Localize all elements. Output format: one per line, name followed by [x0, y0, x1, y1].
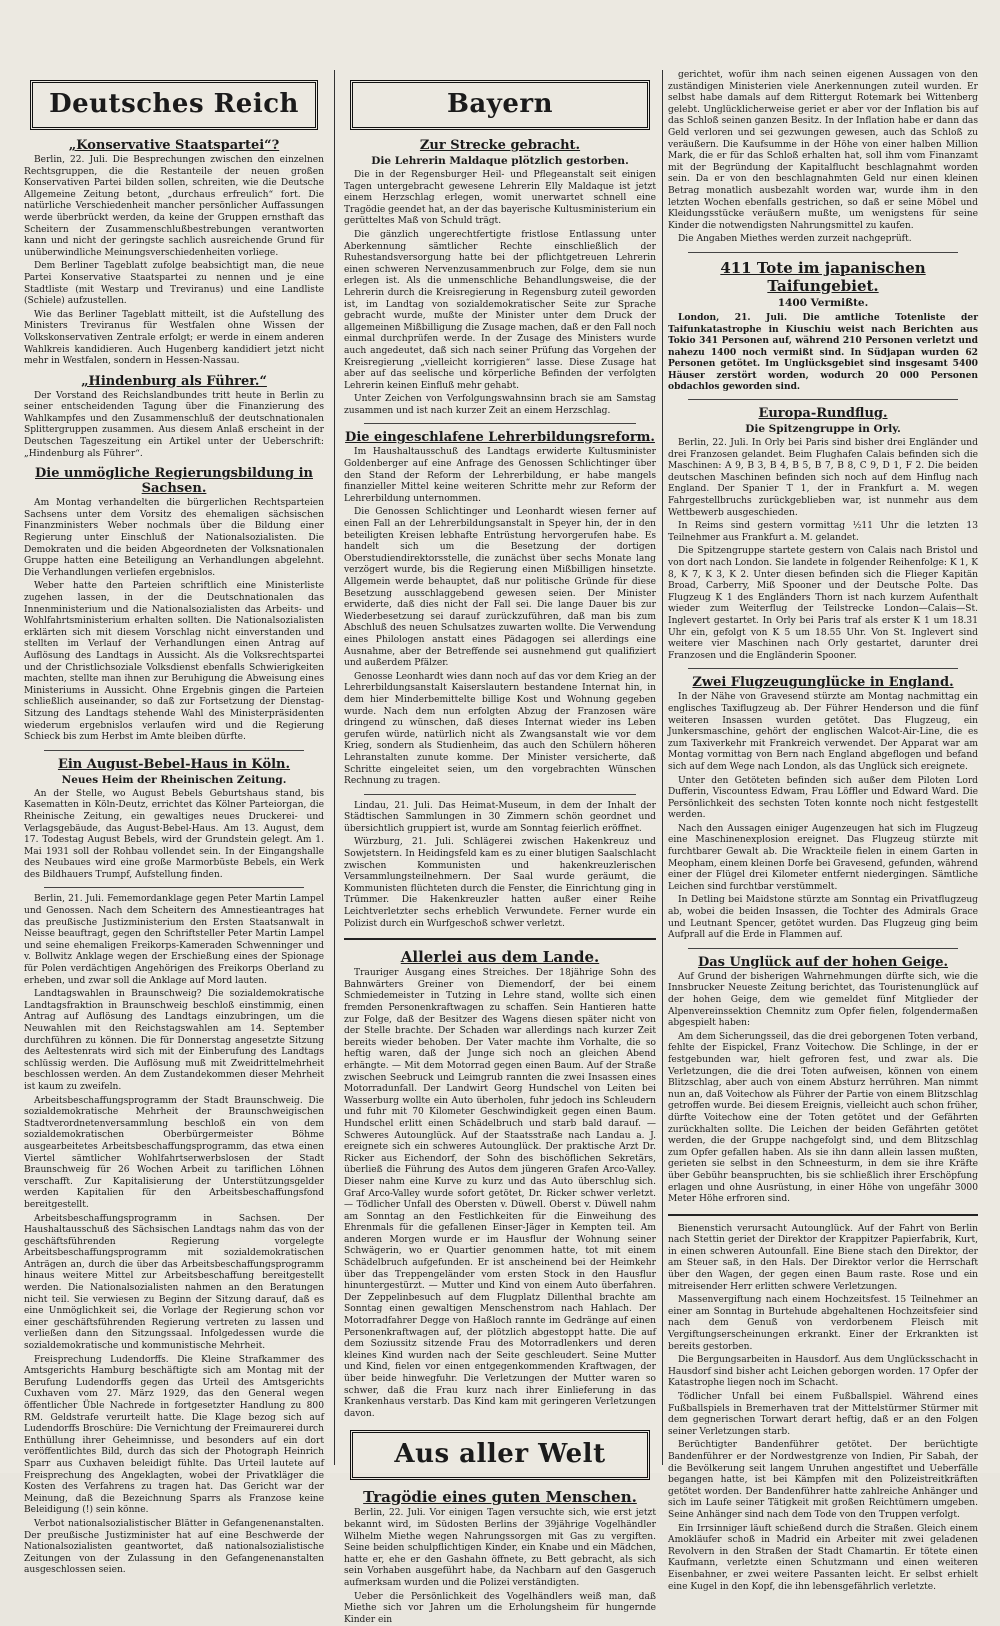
article-subheading: Die Lehrerin Maldaque plötzlich gestorben. — [371, 155, 629, 167]
column-1 — [24, 70, 324, 1576]
article-paragraph: Berüchtigter Bandenführer getötet. Der berüchtigte Bandenführer er der Nordwestgrenze von Indien, Pir Sabah, der die Bevölkerung seit langem Unruhen angestiftet und Ueberfälle begangen hatte, ist bei Kämpfen mit den Polizeistreitkräften getötet worden. Der Bandenführer hatte zahlreiche Anhänger und sich im Laufe seiner Tätigkeit mit großen Reichtümern umgeben. Seine Anhänger sind nach dem Tode von den Truppen verfolgt. — [668, 1440, 978, 1520]
divider — [688, 252, 958, 253]
divider — [44, 887, 304, 888]
section-title-deutsches-reich: Deutsches Reich — [30, 80, 318, 130]
divider — [668, 1214, 978, 1216]
article-paragraph: Ein Irrsinniger läuft schießend durch die Straßen. Gleich einem Amokläufer schoß in Madrid ein Arbeiter mit zwei geladenen Revolvern in den Straßen der Stadt Chamartin. Er tötete einen Kaufmann, verletzte einen Schutzmann und einen weiteren Eisenbahner, er zwei weitere Passanten leicht. Er selbst erhielt eine Kugel in den Kopf, die ihn lebensgefährlich verletzte. — [668, 1523, 978, 1592]
article-heading: „Hindenburg als Führer.“ — [81, 373, 267, 389]
section-title-allerlei: Allerlei aus dem Lande. — [400, 948, 600, 967]
article-paragraph: Freisprechung Ludendorffs. Die Kleine Strafkammer des Amtsgerichts Hamburg beschäftigte sich am Montag mit der Berufung Ludendorffs gegen das Urteil des Amtsgerichts Cuxhaven vom 27. März 1929, das den General wegen öffentlicher Üble Nachrede in fortgesetzter Handlung zu 800 RM. Geldstrafe verurteilt hatte. Die Klage bezog sich auf Ludendorffs Broschüre: Die Vernichtung der Freimaurerei durch Enthüllung ihrer Geheimnisse, und besonders auf ein dort veröffentlichtes Bild, durch das sich der Photograph Heinrich Sparr aus Cuxhaven beleidigt fühlte. Das Urteil lautete auf Freisprechung des Angeklagten, wobei der Privatkläger die Kosten des Verfahrens zu tragen hat. Das Gericht war der Meinung, daß die Bezeichnung Sparrs als Franzose keine Beleidigung (!) sein könne. — [24, 1354, 324, 1516]
article-paragraph: Auf Grund der bisherigen Wahrnehmungen dürfte sich, wie die Innsbrucker Neueste Zeitung berichtet, das Touristenunglück auf der hohen Geige, dem wie gemeldet fünf Mitglieder der Alpenvereinssektion Chemnitz zum Opfer fielen, folgendermaßen abgespielt haben: — [668, 971, 978, 1029]
divider — [688, 948, 958, 949]
article-paragraph: London, 21. Juli. Die amtliche Totenliste der Taifunkatastrophe in Kiuschiu weist nach Berichten aus Tokio 341 Personen auf, während 210 Personen verletzt und nahezu 1400 noch vermißt sind. In Südjapan wurden 62 Personen getötet. Im Unglücksgebiet sind insgesamt 5400 Häuser zerstört worden, wodurch 20 000 Personen obdachlos geworden sind. — [668, 311, 978, 393]
divider — [364, 423, 636, 424]
article-heading: Die unmögliche Regierungsbildung in Sachsen. — [35, 466, 313, 497]
article-heading: Tragödie eines guten Menschen. — [363, 1488, 637, 1507]
column-rule — [334, 70, 335, 1465]
article-paragraph: Die Spitzengruppe startete gestern von Calais nach Bristol und von dort nach London. Sie landete in folgender Reihenfolge: K 1, K 8, K 7, K 3, K 2. Unter diesen befinden sich die Flieger Kapitän Broad, Carberry, Miß Spooner und der Deutsche Polte. Das Flugzeug K 1 des Engländers Thorn ist nach kurzem Aufenthalt wieder zum Weiterflug der Teilstrecke London—Calais—St. Inglevert gestartet. In Orly bei Paris traf als erster K 1 um 18.31 Uhr ein, gefolgt von K 5 um 18.55 Uhr. Von St. Inglevert sind weitere vier Maschinen nach Orly gestartet, darunter drei Franzosen und die Engländerin Spooner. — [668, 546, 978, 661]
article-heading: Zwei Flugzeugunglücke in England. — [692, 675, 954, 691]
article-paragraph: Die Angaben Miethes werden zurzeit nachgeprüft. — [678, 234, 912, 245]
article-heading: Zur Strecke gebracht. — [419, 138, 581, 153]
article-paragraph: Im Haushaltausschuß des Landtags erwiderte Kultusminister Goldenberger auf eine Anfrage des Genossen Schlichtinger über den Stand der Reform der Lehrerbildung, er habe mangels finanzieller Mittel keine weiteren Schritte mehr zur Reform der Lehrerbildung unternommen. — [344, 447, 656, 504]
article-paragraph: In Reims sind gestern vormittag ½11 Uhr die letzten 13 Teilnehmer aus Frankfurt a. M. gelandet. — [668, 521, 978, 543]
section-title-bayern: Bayern — [350, 80, 650, 130]
article-paragraph: Am dem Sicherungsseil, das die drei geborgenen Toten verband, fehlte der Eispickel, Franz Voitechow. Die Schlinge, in der er festgebunden war, hielt gefroren fest, und zwar als. Die Verletzungen, die die drei Toten aufweisen, können von einem Blitzschlag, aber auch von einem Absturz herrühren. Man nimmt nun an, daß Voitechow als Führer der Partie von einem Blitzschlag getroffen wurde. Bei diesem Ereignis, vielleicht auch schon früher, dürfte Voitechow eine der Toten getötet und der Gefährten zurückhalten sollte. Die Leichen der beiden Gefährten getötet werden, die der Gruppe nachgefolgt sind, und dem Blitzschlag zum Opfer gefallen haben. Als sie ihn dann allein lassen mußten, gerieten sie selbst in den Schneesturm, in dem sie ihre Kräfte über Gebühr beanspruchten, bis sie schließlich ihrer Erschöpfung erlagen und ohne Ausrüstung, in einer Höhe von ungefähr 3000 Meter Höhe erfroren sind. — [668, 1031, 978, 1205]
divider — [44, 750, 304, 751]
article-paragraph: Massenvergiftung nach einem Hochzeitsfest. 15 Teilnehmer an einer am Sonntag in Burtehude abgehaltenen Hochzeitsfeier sind nach dem Genuß von verdorbenem Fleisch mit Vergiftungserscheinungen erkrankt. Einer der Erkrankten ist bereits gestorben. — [668, 1295, 978, 1352]
column-2 — [344, 70, 656, 1625]
article-paragraph: Berlin, 22. Juli. Die Besprechungen zwischen den einzelnen Rechtsgruppen, die die Restanteile der neuen großen Konservativen Partei bilden sollen, schreiten, wie die Deutsche Allgemeine Zeitung betont, „durchaus erfreulich“ fort. Die natürliche Verschiedenheit mancher persönlicher Auffassungen werde überbrückt werden, da keine der Gruppen ernsthaft das Scheitern der Zusammenschlußbestrebungen verantworten kann und nicht der geringste sachlich ausreichende Grund für unüberwindliche Meinungsverschiedenheiten vorliege. — [24, 155, 324, 258]
divider — [364, 794, 636, 795]
article-paragraph: Bienenstich verursacht Autounglück. Auf der Fahrt von Berlin nach Stettin geriet der Direktor der Krappitzer Papierfabrik, Kurt, in einen schweren Autounfall. Eine Biene stach den Direktor, der am Steuer saß, in den Hals. Der Direktor verlor die Herrschaft über den Wagen, der gegen einen Baum raste. Rose und ein mitreisender Herr erlitten schwere Verletzungen. — [668, 1223, 978, 1292]
article-heading: „Konservative Staatspartei“? — [68, 138, 280, 153]
article-paragraph: Würzburg, 21. Juli. Schlägerei zwischen Hakenkreuz und Sowjetstern. In Heidingsfeld kam es zu einer blutigen Saalschlacht zwischen Kommunisten und hakenkreuzlerischen Versammlungsteilnehmern. Der Saal wurde geräumt, die Kommunisten flüchteten durch die Fenster, die Einrichtung ging in Trümmer. Die Hakenkreuzler hatten außer einer Reihe Leichtverletzter sechs erheblich Verwundete. Ferner wurde ein Polizist durch ein Wurfgeschoß schwer verletzt. — [344, 837, 656, 929]
article-paragraph: In Detling bei Maidstone stürzte am Sonntag ein Privatflugzeug ab, wobei die beiden Insassen, die Tochter des Admirals Grace und Leutnant Spencer, getötet wurden. Das Flugzeug ging beim Aufprall auf die Erde in Flammen auf. — [668, 895, 978, 941]
article-paragraph: Berlin, 22. Juli. Vor einigen Tagen versuchte sich, wie erst jetzt bekannt wird, im Südosten Berlins der 39jährige Vogelhändler Wilhelm Miethe wegen Nahrungssorgen mit Gas zu vergiften. Seine beiden schulpflichtigen Kinder, ein Knabe und ein Mädchen, hatte er, ehe er den Gashahn öffnete, zu Bett gebracht, als sich sein Vorhaben ausgeführt habe, da Nachbarn auf den Gasgeruch aufmerksam wurden und die Polizei verständigten. — [344, 1508, 656, 1588]
article-paragraph: Genosse Leonhardt wies dann noch auf das vor dem Krieg an der Lehrerbildungsanstalt Kaiserslautern bestandene Internat hin, in dem hier Minderbemittelte billige Kost und Wohnung gegeben wurde. Nach dem nun erfolgten Abzug der Franzosen wäre dringend zu wünschen, daß dieses Internat wieder ins Leben gerufen würde, natürlich nicht als Zwangsanstalt wie vor dem Krieg, sondern als Studienheim, das auch den Schülern höheren Lehranstalten zunute komme. Der Minister versicherte, daß Schritte eingeleitet seien, um den vorgebrachten Wünschen Rechnung zu tragen. — [344, 671, 656, 787]
article-heading: Die eingeschlafene Lehrerbildungsreform. — [345, 430, 655, 446]
article-paragraph: Berlin, 22. Juli. In Orly bei Paris sind bisher drei Engländer und drei Franzosen gelandet. Beim Flughafen Calais befinden sich die Maschinen: A 9, B 3, B 4, B 5, B 7, B 8, C 9, D 1, F 2. Die beiden deutschen Maschinen befinden sich noch auf dem Hinflug nach England. Der Spanier T 1, der in Frankfurt a. M. wegen Fahrgestellbruchs zurückgeblieben war, ist nunmehr aus dem Wettbewerb ausgeschieden. — [668, 438, 978, 518]
article-paragraph: Am Montag verhandelten die bürgerlichen Rechtsparteien Sachsens unter dem Vorsitz des ehemaligen sächsischen Finanzministers Weber nochmals über die Bildung einer Regierung unter Einschluß der Nationalsozialisten. Die Demokraten und die beiden Abgeordneten der Volksnationalen Gruppe hatten eine Beteiligung an Verhandlungen abgelehnt. Die Verhandlungen verliefen ergebnislos. — [24, 498, 324, 578]
article-paragraph: Die in der Regensburger Heil- und Pflegeanstalt seit einigen Tagen untergebracht gewesene Lehrerin Elly Maldaque ist jetzt einem Herzschlag erlegen, womit unerwartet schnell eine Tragödie geendet hat, an der das bayerische Kultusministerium ein gerütteltes Maß von Schuld trägt. — [344, 170, 656, 227]
article-heading: Europa-Rundflug. — [758, 406, 888, 422]
section-title-aus-aller-welt: Aus aller Welt — [350, 1430, 650, 1480]
article-heading: 411 Tote im japanischen Taifungebiet. — [720, 258, 926, 295]
article-paragraph: Arbeitsbeschaffungsprogramm der Stadt Braunschweig. Die sozialdemokratische Mehrheit der Braunschweigischen Stadtverordnetenversammlung beschloß ein von dem sozialdemokratischen Oberbürgermeister Böhme ausgearbeitetes Arbeitsbeschaffungsprogramm, das etwa einen Viertel sämtlicher Wohlfahrtserwerbslosen der Stadt Braunschweig für 26 Wochen Arbeit zu tariflichen Löhnen verschafft. Zur Kapitalisierung der Unterstützungsgelder werden Kapitalien für den Arbeitsbeschaffungsfond bereitgestellt. — [24, 1095, 324, 1210]
article-paragraph: In der Nähe von Gravesend stürzte am Montag nachmittag ein englisches Taxiflugzeug ab. Der Führer Henderson und die fünf weiteren Insassen wurden getötet. Das Flugzeug, ein Junkersmaschine, gehört der englischen Walcot-Air-Line, die es zum Taxiverkehr mit Frankreich verwendet. Der Apparat war am Montag vormittag von Bern nach England abgeflogen und befand sich auf dem Wege nach London, als das Unglück sich ereignete. — [668, 692, 978, 772]
article-paragraph: Nach den Aussagen einiger Augenzeugen hat sich im Flugzeug eine Maschinenexplosion ereignet. Das Flugzeug stürzte mit furchtbarer Gewalt ab. Die Wrackteile fielen in einem Garten in Meopham, einem kleinen Dorfe bei Gravesend, gefunden, während einer der Flügel drei Kilometer entfernt niedergingen. Sämtliche Leichen sind furchtbar verstümmelt. — [668, 823, 978, 892]
divider — [344, 938, 656, 940]
article-heading: Ein August-Bebel-Haus in Köln. — [57, 756, 291, 772]
article-paragraph: Verbot nationalsozialistischer Blätter in Gefangenenanstalten. Der preußische Justizminister hat auf eine Beschwerde der Nationalsozialisten geantwortet, daß nationalsozialistische Zeitungen von der Zulassung in den Gefangenenanstalten ausgeschlossen seien. — [24, 1518, 324, 1576]
article-heading: Das Unglück auf der hohen Geige. — [697, 954, 948, 970]
article-paragraph: Berlin, 21. Juli. Fememordanklage gegen Peter Martin Lampel und Genossen. Nach dem Scheitern des Amnestieantrages hat das preußische Justizministerium den Ersten Staatsanwalt in Neisse beauftragt, gegen den Schriftsteller Peter Martin Lampel und seine ehemaligen Freikorps-Kameraden Schwenninger und v. Bollwitz Anklage wegen der Erschießung eines der Spionage für Polen verdächtigen Angehörigen des Freikorps Oberland zu erheben, und zwar soll die Anklage auf Mord lauten. — [24, 894, 324, 986]
divider — [688, 668, 958, 669]
article-subheading: Neues Heim der Rheinischen Zeitung. — [61, 773, 287, 786]
article-paragraph: Die gänzlich ungerechtfertigte fristlose Entlassung unter Aberkennung sämtlicher Rechte einschließlich der Ruhestandsversorgung hatte bei der pflichtgetreuen Lehrerin einen schweren Nervenzusammenbruch zur Folge, dem sie nun erlegen ist. Als die unmenschliche Behandlungsweise, die der Lehrerin durch die Kreisregierung in Regensburg zuteil geworden ist, im Landtag von sozialdemokratischer Seite zur Sprache gebracht wurde, mußte der Minister unter dem Druck der allgemeinen Mißbilligung die Zusage machen, daß er den Fall noch einmal durchprüfen werde. In der Zusage des Ministers wurde auch angedeutet, daß sich nach seiner Prüfung das Vorgehen der Kreisregierung „vielleicht korrigieren“ lasse. Diese Zusage hat aber auf das seelische und körperliche Befinden der verfolgten Lehrerin keinen Einfluß mehr gehabt. — [344, 229, 656, 391]
article-paragraph: Lindau, 21. Juli. Das Heimat-Museum, in dem der Inhalt der Städtischen Sammlungen in 30 Zimmern schön geordnet und übersichtlich gruppiert ist, wurde am Sonntag feierlich eröffnet. — [344, 800, 656, 834]
article-paragraph: Unter den Getöteten befinden sich außer dem Piloten Lord Dufferin, Viscountess Edwam, Frau Löffler und Edward Ward. Die Persönlichkeit des sechsten Toten konnte noch nicht festgestellt werden. — [668, 775, 978, 821]
article-paragraph: Der Vorstand des Reichslandbundes tritt heute in Berlin zu seiner entscheidenden Tagung über die Finanzierung des Wahlkampfes und den Zusammenschluß der deutschnationalen Splittergruppen zusammen. Aus diesem Anlaß erscheint in der Deutschen Tageszeitung ein Artikel unter der Ueberschrift: „Hindenburg als Führer“. — [24, 390, 324, 459]
article-paragraph: Ueber die Persönlichkeit des Vogelhändlers weiß man, daß Miethe sich vor Jahren um die Erholungsheim für hungernde Kinder ein — [344, 1591, 656, 1625]
article-paragraph: Weber hatte den Parteien schriftlich eine Ministerliste zugehen lassen, in der die Deutschnationalen das Innenministerium und die Nationalsozialisten das Arbeits- und Wohlfahrtsministerium erhalten sollten. Die Nationalsozialisten erklärten sich mit diesem Vorschlag nicht einverstanden und stellten im Verlauf der Verhandlungen einen Antrag auf Auflösung des Landtags in Aussicht. Als die Volksrechtspartei und der Christlichsoziale Volksdienst ebenfalls Schwierigkeiten machten, stellte man ihnen zur Beruhigung die Abweisung eines Ministeriums in Aussicht. Ohne Ergebnis gingen die Parteien schließlich auseinander, so daß zur Fortsetzung der Dienstag-Sitzung des Landtags stehende Wahl des Ministerpräsidenten wiederum ergebnislos verlaufen wird und die Regierung Schieck bis zum Herbst im Amte bleiben dürfte. — [24, 581, 324, 743]
article-paragraph: An der Stelle, wo August Bebels Geburtshaus stand, bis Kasematten in Köln-Deutz, errichtet das Kölner Parteiorgan, die Rheinische Zeitung, ein gewaltiges neues Druckerei- und Verlagsgebäude, das August-Bebel-Haus. Am 13. August, dem 17. Todestag August Bebels, wird der Grundstein gelegt. Am 1. Mai 1931 soll der Rohbau vollendet sein. In der Eingangshalle des Neubaues wird eine große Marmorbüste Bebels, ein Werk des Bildhauers Trumpf, Aufstellung finden. — [24, 788, 324, 880]
column-rule — [662, 70, 663, 1465]
article-paragraph: Die Genossen Schlichtinger und Leonhardt wiesen ferner auf einen Fall an der Lehrerbildungsanstalt in Speyer hin, der in den beteiligten Kreisen lebhafte Entrüstung hervorgerufen habe. Es handelt sich um die Besetzung der dortigen Oberstudiendirektorsstelle, die zunächst über sechs Monate lang verzögert wurde, bis die Regierung einen Mißbilligen hinsetzte. Allgemein werde behauptet, daß nur politische Gründe für diese Besetzung ausschlaggebend gewesen seien. Der Minister erwiderte, daß dies nicht der Fall sei. Die lange Dauer bis zur Wiederbesetzung sei darauf zurückzuführen, daß man bis zum Abschluß des neuen Schulsatzes zuwarten wollte. Die Verwendung eines Philologen anstatt eines Pädagogen sei allerdings eine Ausnahme, aber der Betreffende sei ausnehmend gut qualifiziert und außerdem Pfälzer. — [344, 507, 656, 669]
article-subheading: Die Spitzengruppe in Orly. — [745, 423, 901, 436]
article-paragraph: Landtagswahlen in Braunschweig? Die sozialdemokratische Landtagsfraktion in Braunschweig beschloß einstimmig, einen Antrag auf Auflösung des Landtags einzubringen, um die Neuwahlen mit den Reichstagswahlen am 14. September durchführen zu können. Die für Donnerstag angesetzte Sitzung des Aeltestenrats wird sich mit der Einberufung des Landtags schlüssig werden. Die Auflösung muß mit Zweidrittelmehrheit beschlossen werden. An dem Zustandekommen dieser Mehrheit ist kaum zu zweifeln. — [24, 989, 324, 1092]
column-3 — [668, 70, 978, 1592]
article-paragraph: Unter Zeichen von Verfolgungswahnsinn brach sie am Samstag zusammen und ist nach kurzer Zeit an einem Herzschlag. — [344, 394, 656, 416]
article-subheading: 1400 Vermißte. — [777, 296, 869, 309]
article-paragraph: Trauriger Ausgang eines Streiches. Der 18jährige Sohn des Bahnwärters Greiner von Diemendorf, der bei einem Schmiedemeister in Tutzing in Lehre stand, wollte sich einen fremden Personenkraftwagen zu schaffen. Sein Hantieren hatte zur Folge, daß der Besitzer des Wagens diesen später nicht von der Stelle brachte. Der Schaden war allerdings nach kurzer Zeit bereits wieder behoben. Der Vater machte ihm Vorhalte, die so heftig waren, daß der Junge sich noch an gleichen Abend erhängte. — Mit dem Motorrad gegen einen Baum. Auf der Straße zwischen Seebruck und Leimgrub rannten die zwei Insassen eines Motorradunfall. Der Landwirt Georg Hundschel von Leiten bei Wasserburg wollte ein Auto überholen, fuhr jedoch ins Schleudern und fuhr mit 70 Kilometer Geschwindigkeit gegen einen Baum. Hundschel erlitt einen Schädelbruch und starb bald darauf. — Schweres Autounglück. Auf der Staatsstraße nach Landau a. J. ereignete sich ein schweres Autounglück. Der praktische Arzt Dr. Ricker aus Eichendorf, der Sohn des bischöflichen Sekretärs, überließ die Führung des Autos dem jüngeren Grafen Arco-Valley. Dieser nahm eine Kurve zu kurz und das Auto überschlug sich. Graf Arco-Valley wurde sofort getötet, Dr. Ricker schwer verletzt. — Tödlicher Unfall des Obersten v. Düwell. Oberst v. Düwell nahm am Sonntag an den Festlichkeiten für die Einweihung des Ehrenmals für die gefallenen Einser-Jäger in Kempten teil. Am anderen Morgen wurde er im Hausflur der Wohnung seiner Schwägerin, wo er Quartier genommen hatte, tot mit einem Schädelbruch aufgefunden. Er ist anscheinend bei der Heimkehr über das Treppengeländer vom ersten Stock in den Hausflur hinuntergestürzt. — Mutter und Kind von einem Auto überfahren. Der Zeppelinbesuch auf dem Flugplatz Dillenthal brachte am Sonntag einen gewaltigen Menschenstrom nach Hahlach. Der Motorradfahrer Degge von Haßloch rannte im Gedränge auf einen Personenkraftwagen auf, der plötzlich abgestoppt hatte. Die auf dem Soziussitz sitzende Frau des Motorradlenkers und deren kleines Kind wurden nach der Seite geschleudert. Seine Mutter und Kind, fielen vor einen entgegenkommenden Kraftwagen, der über beide hinwegfuhr. Die Verletzungen der Mutter waren so schwer, daß die Frau kurz nach ihrer Einlieferung in das Krankenhaus verstarb. Das Kind kam mit geringeren Verletzungen davon. — [344, 968, 656, 1419]
article-paragraph: Tödlicher Unfall bei einem Fußballspiel. Während eines Fußballspiels in Bremerhaven trat der Mittelstürmer Stürmer mit dem gegnerischen Torwart derart heftig, daß er an den Folgen seiner Verletzungen starb. — [668, 1392, 978, 1437]
article-paragraph: Arbeitsbeschaffungsprogramm in Sachsen. Der Haushaltausschuß des Sächsischen Landtags nahm das von der geschäftsführenden Regierung vorgelegte Arbeitsbeschaffungsprogramm mit sozialdemokratischen Anträgen an, durch die über das Arbeitsbeschaffungsprogramm hinaus weitere Mittel zur Arbeitsbeschaffung bereitgestellt werden. Die Nationalsozialisten nahmen an den Beratungen nicht teil. Sie verwiesen zu Beginn der Sitzung darauf, daß es eine Unmöglichkeit sei, die Vorlage der Regierung schon vor einer geschäftsführenden Regierung vertreten zu lassen und verließen dann den Sitzungssaal. Infolgedessen wurde die sozialdemokratische und kommunistische Mehrheit. — [24, 1213, 324, 1352]
article-paragraph: gerichtet, wofür ihm nach seinen eigenen Aussagen von den zuständigen Ministerien viele Anerkennungen zuteil wurden. Er selbst habe damals auf dem Rittergut Rotemark bei Wittenberg gelebt. Unglücklicherweise geriet er aber vor der Inflation bis auf das Schloß seinen ganzen Besitz. In der Inflation habe er dann das Geld verloren und sei gezwungen gewesen, auch das Schloß zu veräußern. Die Kaufsumme in der Höhe von einer halben Million Mark, die er für das Schloß erhalten hat, soll ihm vom Finanzamt mit der Begründung der Kapitalflucht beschlagnahmt worden sein. Da er von den beschlagnahmten Geld nur einen kleinen Betrag monatlich ausbezahlt worden war, wurde ihm in den letzten Wochen ebenfalls gestrichen, so daß er seine Möbel und Kleidungsstücke veräußern mußte, um wenigstens für seine Kinder die notwendigsten Nahrungsmittel zu kaufen. — [668, 70, 978, 231]
article-paragraph: Wie das Berliner Tageblatt mitteilt, ist die Aufstellung des Ministers Treviranus für Westfalen ohne Wissen der Volkskonservativen Zentrale erfolgt; er werde in einem anderen Wahlkreis kandidieren. Auch Hugenberg kandidiert jetzt nicht mehr in Westfalen, sondern in Hessen-Nassau. — [24, 309, 324, 367]
article-paragraph: Die Bergungsarbeiten in Hausdorf. Aus dem Unglücksschacht in Hausdorf sind bisher acht Leichen geborgen worden. 17 Opfer der Katastrophe liegen noch im Schacht. — [668, 1355, 978, 1389]
divider — [688, 399, 958, 400]
article-paragraph: Dem Berliner Tageblatt zufolge beabsichtigt man, die neue Partei Konservative Staatspartei zu nennen und je eine Stadtliste (mit Westarp und Treviranus) und eine Landliste (Schiele) aufzustellen. — [24, 261, 324, 307]
